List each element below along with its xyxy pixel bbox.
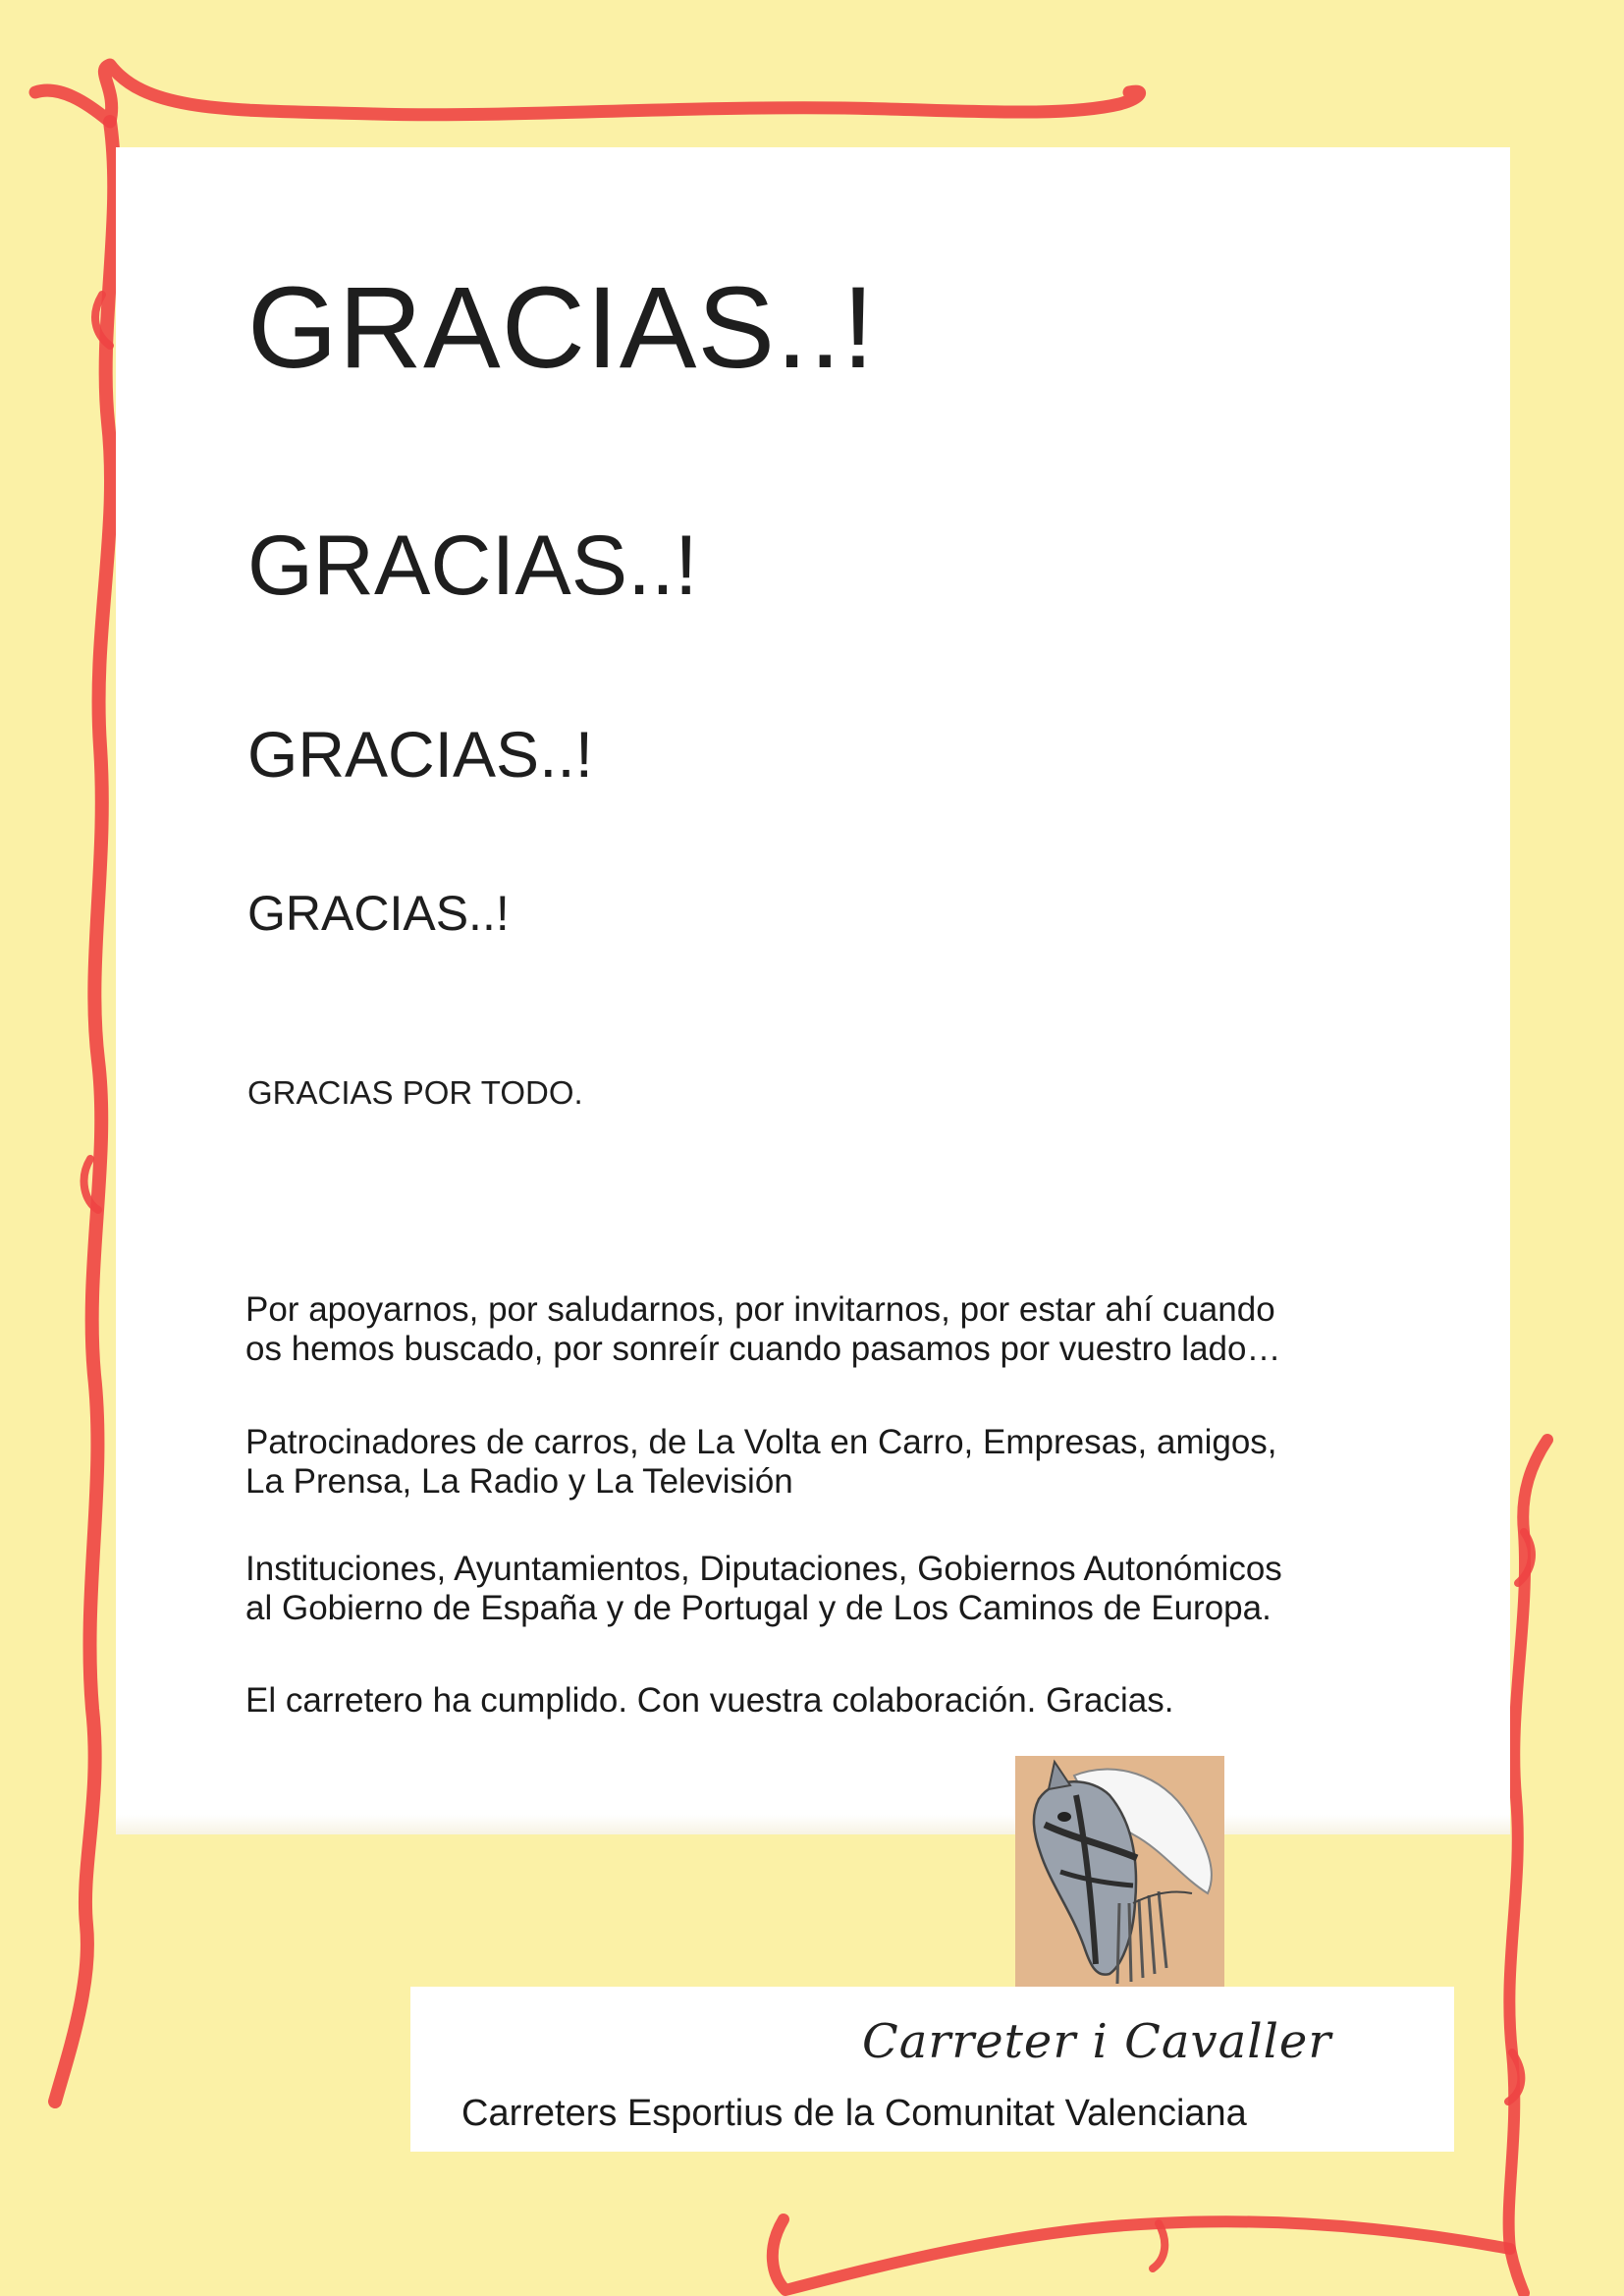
paragraph-line: Patrocinadores de carros, de La Volta en Carro, Empresas, amigos, — [245, 1423, 1277, 1461]
heading-gracias-4: GRACIAS..! — [247, 886, 510, 941]
paragraph-line: Instituciones, Ayuntamientos, Diputaciones, Gobiernos Autonómicos — [245, 1550, 1282, 1588]
signature-box — [410, 1987, 1454, 2152]
heading-gracias-2: GRACIAS..! — [247, 519, 698, 613]
heading-gracias-3: GRACIAS..! — [247, 718, 594, 791]
paper-edge — [116, 1815, 1510, 1834]
heading-gracias-por-todo: GRACIAS POR TODO. — [247, 1074, 583, 1111]
paragraph-line: os hemos buscado, por sonreír cuando pasamos por vuestro lado… — [245, 1330, 1281, 1368]
script-signature: Carreter i Cavaller — [862, 2014, 1332, 2069]
horse-logo — [1015, 1756, 1224, 1987]
organization-name: Carreters Esportius de la Comunitat Valenciana — [461, 2093, 1247, 2134]
horse-head-icon — [1015, 1756, 1224, 1987]
paragraph-instituciones — [245, 1550, 1282, 1628]
paragraph-patrocinadores — [245, 1423, 1277, 1502]
heading-gracias-1: GRACIAS..! — [247, 263, 876, 393]
paragraph-line: Por apoyarnos, por saludarnos, por invitarnos, por estar ahí cuando — [245, 1290, 1275, 1329]
paragraph-line: El carretero ha cumplido. Con vuestra colaboración. Gracias. — [245, 1681, 1174, 1720]
paragraph-line: La Prensa, La Radio y La Televisión — [245, 1462, 793, 1501]
paragraph-carretero — [245, 1681, 1173, 1721]
paragraph-apoyarnos — [245, 1290, 1280, 1369]
paragraph-line: al Gobierno de España y de Portugal y de Los Caminos de Europa. — [245, 1589, 1272, 1627]
